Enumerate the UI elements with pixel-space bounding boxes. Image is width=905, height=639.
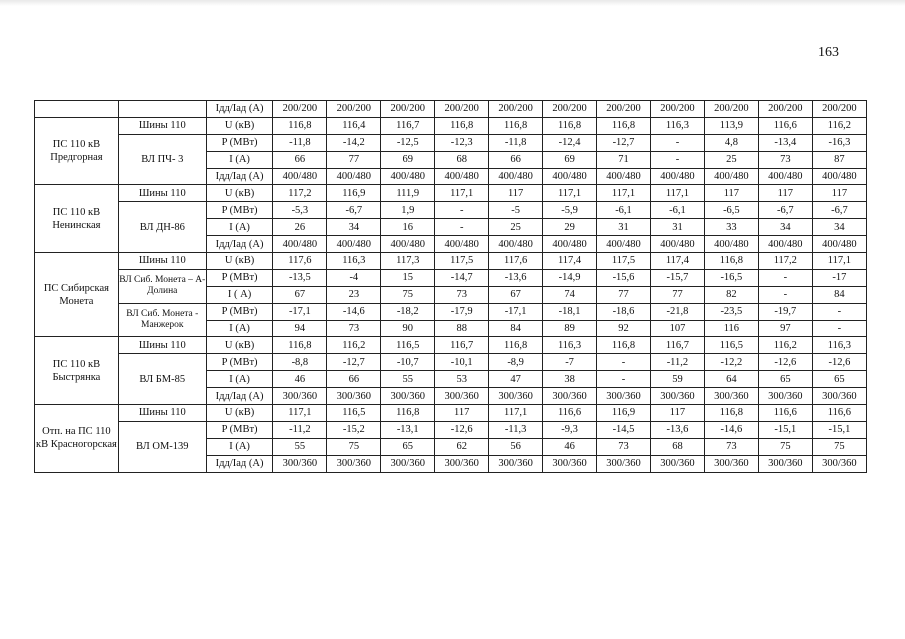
value-cell: 400/480 (327, 168, 381, 185)
header-value-cell: 200/200 (650, 101, 704, 118)
scan-edge-shadow (0, 0, 905, 6)
value-cell: 300/360 (273, 388, 327, 405)
value-cell: -5 (489, 202, 543, 219)
value-cell: -18,2 (381, 303, 435, 320)
value-cell: 88 (435, 320, 489, 337)
value-cell: -14,7 (435, 269, 489, 286)
value-cell: 117,1 (650, 185, 704, 202)
table-row (35, 269, 867, 286)
value-cell: 300/360 (489, 388, 543, 405)
parameter-cell: Iдд/Iад (А) (206, 236, 273, 253)
value-cell: -12,6 (758, 354, 812, 371)
value-cell: 400/480 (597, 236, 651, 253)
table-row (35, 117, 867, 134)
value-cell: 116,2 (327, 337, 381, 354)
value-cell: 117 (435, 405, 489, 422)
value-cell: 117 (812, 185, 866, 202)
value-cell: -6,7 (327, 202, 381, 219)
element-name-cell: Шины 110 (118, 185, 206, 202)
value-cell: -19,7 (758, 303, 812, 320)
value-cell: 34 (758, 219, 812, 236)
value-cell: 75 (381, 286, 435, 303)
value-cell: -13,5 (273, 269, 327, 286)
value-cell: 92 (597, 320, 651, 337)
value-cell: 84 (812, 286, 866, 303)
value-cell: 73 (435, 286, 489, 303)
value-cell: 400/480 (758, 168, 812, 185)
value-cell: 117,6 (489, 253, 543, 270)
table-row (35, 405, 867, 422)
value-cell: 400/480 (812, 168, 866, 185)
value-cell: 117,5 (435, 253, 489, 270)
element-name-cell: ВЛ Сиб. Монета - Манжерок (118, 303, 206, 337)
value-cell: 53 (435, 371, 489, 388)
value-cell: -5,3 (273, 202, 327, 219)
parameter-cell: P (МВт) (206, 421, 273, 438)
value-cell: 116,8 (273, 117, 327, 134)
value-cell: 16 (381, 219, 435, 236)
value-cell: 26 (273, 219, 327, 236)
element-name-cell: Шины 110 (118, 117, 206, 134)
value-cell: 68 (650, 438, 704, 455)
value-cell: 73 (597, 438, 651, 455)
value-cell: 73 (327, 320, 381, 337)
value-cell: 400/480 (327, 236, 381, 253)
value-cell: 77 (597, 286, 651, 303)
value-cell: -13,6 (650, 421, 704, 438)
value-cell: 73 (704, 438, 758, 455)
value-cell: -14,5 (597, 421, 651, 438)
page-number: 163 (818, 45, 839, 60)
value-cell: - (435, 202, 489, 219)
value-cell: 117,1 (597, 185, 651, 202)
value-cell: 300/360 (650, 455, 704, 472)
value-cell: -8,8 (273, 354, 327, 371)
value-cell: 90 (381, 320, 435, 337)
value-cell: 64 (704, 371, 758, 388)
value-cell: 116,8 (273, 337, 327, 354)
value-cell: 116,8 (704, 405, 758, 422)
value-cell: 117,1 (435, 185, 489, 202)
value-cell: 46 (273, 371, 327, 388)
element-name-cell: Шины 110 (118, 337, 206, 354)
value-cell: 300/360 (704, 455, 758, 472)
parameter-cell: Iдд/Iад (А) (206, 455, 273, 472)
value-cell: 117 (650, 405, 704, 422)
parameter-cell: U (кВ) (206, 185, 273, 202)
value-cell: 300/360 (543, 388, 597, 405)
value-cell: 400/480 (489, 168, 543, 185)
value-cell: -13,1 (381, 421, 435, 438)
value-cell: 97 (758, 320, 812, 337)
table-row (35, 134, 867, 151)
value-cell: 116,2 (758, 337, 812, 354)
element-name-cell: ВЛ ОМ-139 (118, 421, 206, 472)
header-value-cell: 200/200 (273, 101, 327, 118)
value-cell: 116,9 (597, 405, 651, 422)
value-cell: -12,4 (543, 134, 597, 151)
substation-name-cell: ПС Сибирская Монета (35, 253, 119, 337)
value-cell: -21,8 (650, 303, 704, 320)
element-name-cell: ВЛ ДН-86 (118, 202, 206, 253)
value-cell: 400/480 (489, 236, 543, 253)
value-cell: 300/360 (812, 388, 866, 405)
value-cell: - (650, 151, 704, 168)
value-cell: 300/360 (758, 388, 812, 405)
value-cell: 59 (650, 371, 704, 388)
value-cell: -12,5 (381, 134, 435, 151)
value-cell: 73 (758, 151, 812, 168)
value-cell: -12,2 (704, 354, 758, 371)
value-cell: 117,1 (489, 405, 543, 422)
value-cell: 400/480 (704, 236, 758, 253)
header-value-cell: 200/200 (758, 101, 812, 118)
value-cell: 65 (381, 438, 435, 455)
value-cell: - (597, 354, 651, 371)
value-cell: 300/360 (597, 388, 651, 405)
value-cell: 116 (704, 320, 758, 337)
parameter-cell: P (МВт) (206, 202, 273, 219)
value-cell: -15,1 (758, 421, 812, 438)
value-cell: 116,8 (489, 117, 543, 134)
table-row (35, 185, 867, 202)
substation-name-cell: ПС 110 кВ Ненинская (35, 185, 119, 253)
value-cell: -12,6 (812, 354, 866, 371)
value-cell: 1,9 (381, 202, 435, 219)
value-cell: 400/480 (597, 168, 651, 185)
value-cell: 117 (758, 185, 812, 202)
value-cell: 55 (273, 438, 327, 455)
header-param-cell: Iдд/Iад (А) (206, 101, 273, 118)
value-cell: 66 (489, 151, 543, 168)
parameter-cell: U (кВ) (206, 337, 273, 354)
parameter-cell: P (МВт) (206, 303, 273, 320)
value-cell: 116,7 (381, 117, 435, 134)
value-cell: -6,1 (650, 202, 704, 219)
value-cell: 400/480 (435, 236, 489, 253)
value-cell: 116,8 (381, 405, 435, 422)
value-cell: -11,2 (273, 421, 327, 438)
header-value-cell: 200/200 (435, 101, 489, 118)
value-cell: 34 (812, 219, 866, 236)
header-sub-cell (118, 101, 206, 118)
parameter-cell: P (МВт) (206, 354, 273, 371)
table-row (35, 202, 867, 219)
value-cell: 300/360 (435, 455, 489, 472)
value-cell: -13,4 (758, 134, 812, 151)
value-cell: 94 (273, 320, 327, 337)
header-value-cell: 200/200 (381, 101, 435, 118)
value-cell: -13,6 (489, 269, 543, 286)
value-cell: 25 (704, 151, 758, 168)
value-cell: 116,5 (381, 337, 435, 354)
value-cell: 117,6 (273, 253, 327, 270)
value-cell: 56 (489, 438, 543, 455)
power-flow-table (34, 100, 867, 473)
value-cell: 116,8 (597, 117, 651, 134)
parameter-cell: I (А) (206, 320, 273, 337)
value-cell: 116,8 (704, 253, 758, 270)
parameter-cell: Iдд/Iад (А) (206, 388, 273, 405)
value-cell: -4 (327, 269, 381, 286)
value-cell: 29 (543, 219, 597, 236)
value-cell: -17,1 (273, 303, 327, 320)
value-cell: 300/360 (327, 455, 381, 472)
value-cell: 25 (489, 219, 543, 236)
element-name-cell: Шины 110 (118, 253, 206, 270)
value-cell: 34 (327, 219, 381, 236)
parameter-cell: I (А) (206, 371, 273, 388)
value-cell: -6,5 (704, 202, 758, 219)
value-cell: - (758, 269, 812, 286)
value-cell: 65 (758, 371, 812, 388)
value-cell: 300/360 (650, 388, 704, 405)
value-cell: 23 (327, 286, 381, 303)
value-cell: -7 (543, 354, 597, 371)
value-cell: -15,6 (597, 269, 651, 286)
value-cell: - (650, 134, 704, 151)
value-cell: 75 (812, 438, 866, 455)
value-cell: 117 (489, 185, 543, 202)
value-cell: -9,3 (543, 421, 597, 438)
value-cell: 300/360 (489, 455, 543, 472)
value-cell: 31 (650, 219, 704, 236)
value-cell: -12,3 (435, 134, 489, 151)
value-cell: -18,1 (543, 303, 597, 320)
value-cell: -23,5 (704, 303, 758, 320)
value-cell: -15,1 (812, 421, 866, 438)
value-cell: 117,1 (812, 253, 866, 270)
value-cell: 116,5 (704, 337, 758, 354)
value-cell: 400/480 (543, 236, 597, 253)
value-cell: 116,7 (650, 337, 704, 354)
parameter-cell: Iдд/Iад (А) (206, 168, 273, 185)
value-cell: 117,5 (597, 253, 651, 270)
value-cell: 116,9 (327, 185, 381, 202)
value-cell: -11,3 (489, 421, 543, 438)
parameter-cell: P (МВт) (206, 134, 273, 151)
value-cell: 300/360 (543, 455, 597, 472)
value-cell: 38 (543, 371, 597, 388)
header-value-cell: 200/200 (704, 101, 758, 118)
value-cell: 400/480 (543, 168, 597, 185)
value-cell: 46 (543, 438, 597, 455)
value-cell: 82 (704, 286, 758, 303)
value-cell: 116,3 (543, 337, 597, 354)
value-cell: 116,3 (812, 337, 866, 354)
element-name-cell: ВЛ ПЧ- 3 (118, 134, 206, 185)
value-cell: -17 (812, 269, 866, 286)
value-cell: -17,9 (435, 303, 489, 320)
value-cell: 400/480 (381, 168, 435, 185)
table-row (35, 253, 867, 270)
value-cell: - (812, 303, 866, 320)
value-cell: -14,6 (327, 303, 381, 320)
value-cell: 300/360 (273, 455, 327, 472)
value-cell: 77 (327, 151, 381, 168)
value-cell: 400/480 (704, 168, 758, 185)
value-cell: 69 (543, 151, 597, 168)
value-cell: 66 (273, 151, 327, 168)
value-cell: 47 (489, 371, 543, 388)
header-value-cell: 200/200 (327, 101, 381, 118)
header-value-cell: 200/200 (489, 101, 543, 118)
value-cell: 116,8 (597, 337, 651, 354)
element-name-cell: ВЛ БМ-85 (118, 354, 206, 405)
element-name-cell: Шины 110 (118, 405, 206, 422)
value-cell: 400/480 (758, 236, 812, 253)
value-cell: 300/360 (597, 455, 651, 472)
value-cell: 117 (704, 185, 758, 202)
header-value-cell: 200/200 (812, 101, 866, 118)
value-cell: -17,1 (489, 303, 543, 320)
value-cell: 71 (597, 151, 651, 168)
value-cell: -12,6 (435, 421, 489, 438)
value-cell: 400/480 (273, 168, 327, 185)
value-cell: 116,6 (758, 405, 812, 422)
parameter-cell: P (МВт) (206, 269, 273, 286)
value-cell: 74 (543, 286, 597, 303)
value-cell: 400/480 (650, 168, 704, 185)
value-cell: 300/360 (435, 388, 489, 405)
value-cell: 116,8 (543, 117, 597, 134)
table-row (35, 337, 867, 354)
value-cell: 33 (704, 219, 758, 236)
value-cell: -14,6 (704, 421, 758, 438)
value-cell: 75 (758, 438, 812, 455)
value-cell: 400/480 (650, 236, 704, 253)
value-cell: -11,8 (273, 134, 327, 151)
value-cell: -10,1 (435, 354, 489, 371)
value-cell: 300/360 (327, 388, 381, 405)
value-cell: 113,9 (704, 117, 758, 134)
parameter-cell: I (А) (206, 219, 273, 236)
value-cell: - (758, 286, 812, 303)
parameter-cell: U (кВ) (206, 253, 273, 270)
value-cell: -12,7 (327, 354, 381, 371)
parameter-cell: U (кВ) (206, 117, 273, 134)
value-cell: 117,3 (381, 253, 435, 270)
value-cell: 116,6 (543, 405, 597, 422)
value-cell: 65 (812, 371, 866, 388)
value-cell: 107 (650, 320, 704, 337)
value-cell: 67 (489, 286, 543, 303)
value-cell: -14,2 (327, 134, 381, 151)
value-cell: 400/480 (812, 236, 866, 253)
value-cell: -16,5 (704, 269, 758, 286)
value-cell: 31 (597, 219, 651, 236)
value-cell: 300/360 (812, 455, 866, 472)
value-cell: 116,6 (758, 117, 812, 134)
value-cell: 111,9 (381, 185, 435, 202)
value-cell: - (597, 371, 651, 388)
value-cell: 116,8 (435, 117, 489, 134)
value-cell: -6,1 (597, 202, 651, 219)
substation-name-cell: ПС 110 кВ Предгорная (35, 117, 119, 185)
value-cell: - (812, 320, 866, 337)
value-cell: 66 (327, 371, 381, 388)
value-cell: 89 (543, 320, 597, 337)
value-cell: -15,2 (327, 421, 381, 438)
substation-name-cell: ПС 110 кВ Быстрянка (35, 337, 119, 405)
header-value-cell: 200/200 (543, 101, 597, 118)
value-cell: 300/360 (704, 388, 758, 405)
value-cell: 116,5 (327, 405, 381, 422)
value-cell: 87 (812, 151, 866, 168)
parameter-cell: I (А) (206, 438, 273, 455)
header-row (35, 101, 867, 118)
value-cell: 116,2 (812, 117, 866, 134)
value-cell: -6,7 (812, 202, 866, 219)
value-cell: 400/480 (381, 236, 435, 253)
value-cell: 77 (650, 286, 704, 303)
parameter-cell: U (кВ) (206, 405, 273, 422)
value-cell: 75 (327, 438, 381, 455)
value-cell: 400/480 (435, 168, 489, 185)
value-cell: - (435, 219, 489, 236)
value-cell: 117,2 (273, 185, 327, 202)
value-cell: 62 (435, 438, 489, 455)
value-cell: 67 (273, 286, 327, 303)
value-cell: 69 (381, 151, 435, 168)
value-cell: -12,7 (597, 134, 651, 151)
value-cell: 116,3 (650, 117, 704, 134)
value-cell: 116,7 (435, 337, 489, 354)
parameter-cell: I ( А) (206, 286, 273, 303)
value-cell: -5,9 (543, 202, 597, 219)
header-value-cell: 200/200 (597, 101, 651, 118)
value-cell: -6,7 (758, 202, 812, 219)
value-cell: -15,7 (650, 269, 704, 286)
value-cell: 300/360 (381, 388, 435, 405)
table-row (35, 354, 867, 371)
value-cell: 116,6 (812, 405, 866, 422)
value-cell: 117,4 (650, 253, 704, 270)
value-cell: 84 (489, 320, 543, 337)
value-cell: -11,2 (650, 354, 704, 371)
substation-name-cell: Отп. на ПС 110 кВ Красногорская (35, 405, 119, 473)
header-group-cell (35, 101, 119, 118)
value-cell: 300/360 (381, 455, 435, 472)
value-cell: -18,6 (597, 303, 651, 320)
value-cell: 116,8 (489, 337, 543, 354)
value-cell: 4,8 (704, 134, 758, 151)
value-cell: -11,8 (489, 134, 543, 151)
value-cell: -8,9 (489, 354, 543, 371)
table-row (35, 303, 867, 320)
element-name-cell: ВЛ Сиб. Монета – А-Долина (118, 269, 206, 303)
value-cell: 55 (381, 371, 435, 388)
value-cell: 116,4 (327, 117, 381, 134)
parameter-cell: I (А) (206, 151, 273, 168)
value-cell: 300/360 (758, 455, 812, 472)
value-cell: 117,2 (758, 253, 812, 270)
value-cell: 116,3 (327, 253, 381, 270)
value-cell: -14,9 (543, 269, 597, 286)
value-cell: 117,1 (273, 405, 327, 422)
value-cell: 68 (435, 151, 489, 168)
value-cell: 117,1 (543, 185, 597, 202)
table-row (35, 421, 867, 438)
value-cell: -16,3 (812, 134, 866, 151)
value-cell: 15 (381, 269, 435, 286)
value-cell: -10,7 (381, 354, 435, 371)
value-cell: 400/480 (273, 236, 327, 253)
value-cell: 117,4 (543, 253, 597, 270)
